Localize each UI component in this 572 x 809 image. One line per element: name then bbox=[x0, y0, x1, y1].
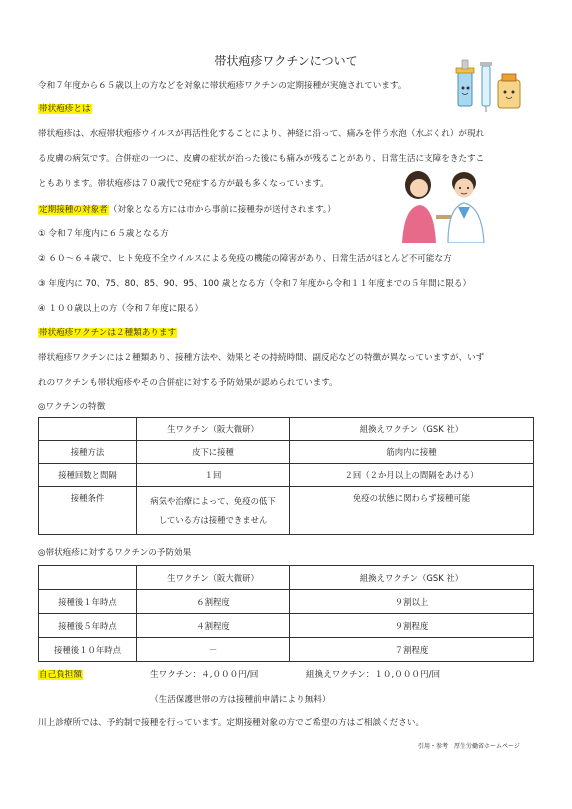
table-header-cell: 生ワクチン（阪大微研） bbox=[137, 566, 290, 590]
table1-caption: ◎ワクチンの特徴 bbox=[38, 402, 106, 412]
cost-recombinant: 組換えワクチン：１０,０００円/回 bbox=[306, 670, 441, 680]
target-item: ④ １００歳以上の方（令和７年度に限る） bbox=[38, 304, 204, 314]
table-header-cell: 組換えワクチン（GSK 社） bbox=[290, 566, 534, 590]
about-line: ともあります。帯状疱疹は７０歳代で発症する方が最も多くなっています。 bbox=[38, 179, 329, 189]
table-header-row bbox=[39, 418, 534, 441]
about-heading: 帯状疱疹とは bbox=[39, 104, 91, 114]
about-line: 帯状疱疹は、水痘帯状疱疹ウイルスが再活性化することにより、神経に沿って、痛みを伴う水泡（水ぶくれ）が現れ bbox=[38, 129, 485, 139]
vaccines-line: 帯状疱疹ワクチンには２種類あり、接種方法や、効果とその持続時間、副反応などの特徴が異なっていますが、いず bbox=[38, 353, 485, 363]
table-cell: － bbox=[137, 638, 290, 662]
target-item: ② ６０～６４歳で、ヒト免疫不全ウイルスによる免疫の機能の障害があり、日常生活がほとんど不可能な方 bbox=[38, 254, 452, 264]
closing-text: 川上診療所では、予約制で接種を行っています。定期接種対象の方でご希望の方はご相談ください。 bbox=[38, 718, 425, 728]
table-cell: ２回（２か月以上の間隔をあける） bbox=[290, 464, 534, 487]
target-item: ① 令和７年度内に６５歳となる方 bbox=[38, 229, 169, 239]
targets-heading: 定期接種の対象者 bbox=[39, 205, 108, 215]
page-title: 帯状疱疹ワクチンについて bbox=[214, 54, 358, 68]
table2-caption: ◎帯状疱疹に対するワクチンの予防効果 bbox=[38, 548, 192, 558]
table-cell: 接種後１０年時点 bbox=[39, 638, 137, 662]
source-note: 引用・参考 厚生労働省ホームページ bbox=[418, 743, 520, 750]
table-row bbox=[39, 487, 534, 535]
table-cell: 皮下に接種 bbox=[137, 441, 290, 464]
table-cell: 接種回数と間隔 bbox=[39, 464, 137, 487]
table-cell: ４割程度 bbox=[137, 614, 290, 638]
vaccine-illustration bbox=[452, 58, 528, 112]
about-line: る皮膚の病気です。合併症の一つに、皮膚の症状が治った後にも痛みが残ることがあり、日常生活に支障をきたすこ bbox=[38, 154, 485, 164]
table-header-cell bbox=[39, 418, 137, 441]
vaccines-line: れのワクチンも帯状疱疹やその合併症に対する予防効果が認められています。 bbox=[38, 378, 338, 388]
table-row bbox=[39, 590, 534, 614]
table-row bbox=[39, 464, 534, 487]
table-row bbox=[39, 614, 534, 638]
table-cell: ９割以上 bbox=[290, 590, 534, 614]
table-cell: 接種後１年時点 bbox=[39, 590, 137, 614]
doctor-patient-illustration bbox=[392, 163, 502, 243]
table-cell-line: している方は接種できません bbox=[158, 515, 268, 525]
table-header-cell: 生ワクチン（阪大微研） bbox=[137, 418, 290, 441]
table-row bbox=[39, 638, 534, 662]
vaccines-heading: 帯状疱疹ワクチンは２種類あります bbox=[39, 328, 177, 338]
table-cell: ６割程度 bbox=[137, 590, 290, 614]
table-cell-line: 病気や治療によって、免疫の低下 bbox=[150, 496, 276, 506]
intro-text: 令和７年度から６５歳以上の方などを対象に帯状疱疹ワクチンの定期接種が実施されています。 bbox=[38, 81, 407, 91]
table-cell: 接種条件 bbox=[39, 487, 137, 535]
cost-note: （生活保護世帯の方は接種前申請により無料） bbox=[150, 695, 331, 705]
table-cell bbox=[137, 487, 290, 535]
table-cell: ９割程度 bbox=[290, 614, 534, 638]
table-cell: ７割程度 bbox=[290, 638, 534, 662]
table-header-row bbox=[39, 566, 534, 590]
table-header-cell bbox=[39, 566, 137, 590]
vaccine-efficacy-table bbox=[38, 565, 534, 662]
targets-note: （対象となる方には市から事前に接種券が送付されます。） bbox=[108, 205, 336, 215]
cost-heading: 自己負担額 bbox=[39, 670, 82, 680]
vaccine-features-table bbox=[38, 417, 534, 535]
table-row bbox=[39, 441, 534, 464]
table-cell: 接種後５年時点 bbox=[39, 614, 137, 638]
table-cell: 接種方法 bbox=[39, 441, 137, 464]
table-cell: 筋肉内に接種 bbox=[290, 441, 534, 464]
cost-live: 生ワクチン：４,０００円/回 bbox=[150, 670, 259, 680]
table-cell: １回 bbox=[137, 464, 290, 487]
table-header-cell: 組換えワクチン（GSK 社） bbox=[290, 418, 534, 441]
table-cell: 免疫の状態に関わらず接種可能 bbox=[290, 487, 534, 535]
target-item: ③ 年度内に 70、75、80、85、90、95、100 歳となる方（令和７年度から令和１１年度までの５年間に限る） bbox=[38, 279, 472, 289]
